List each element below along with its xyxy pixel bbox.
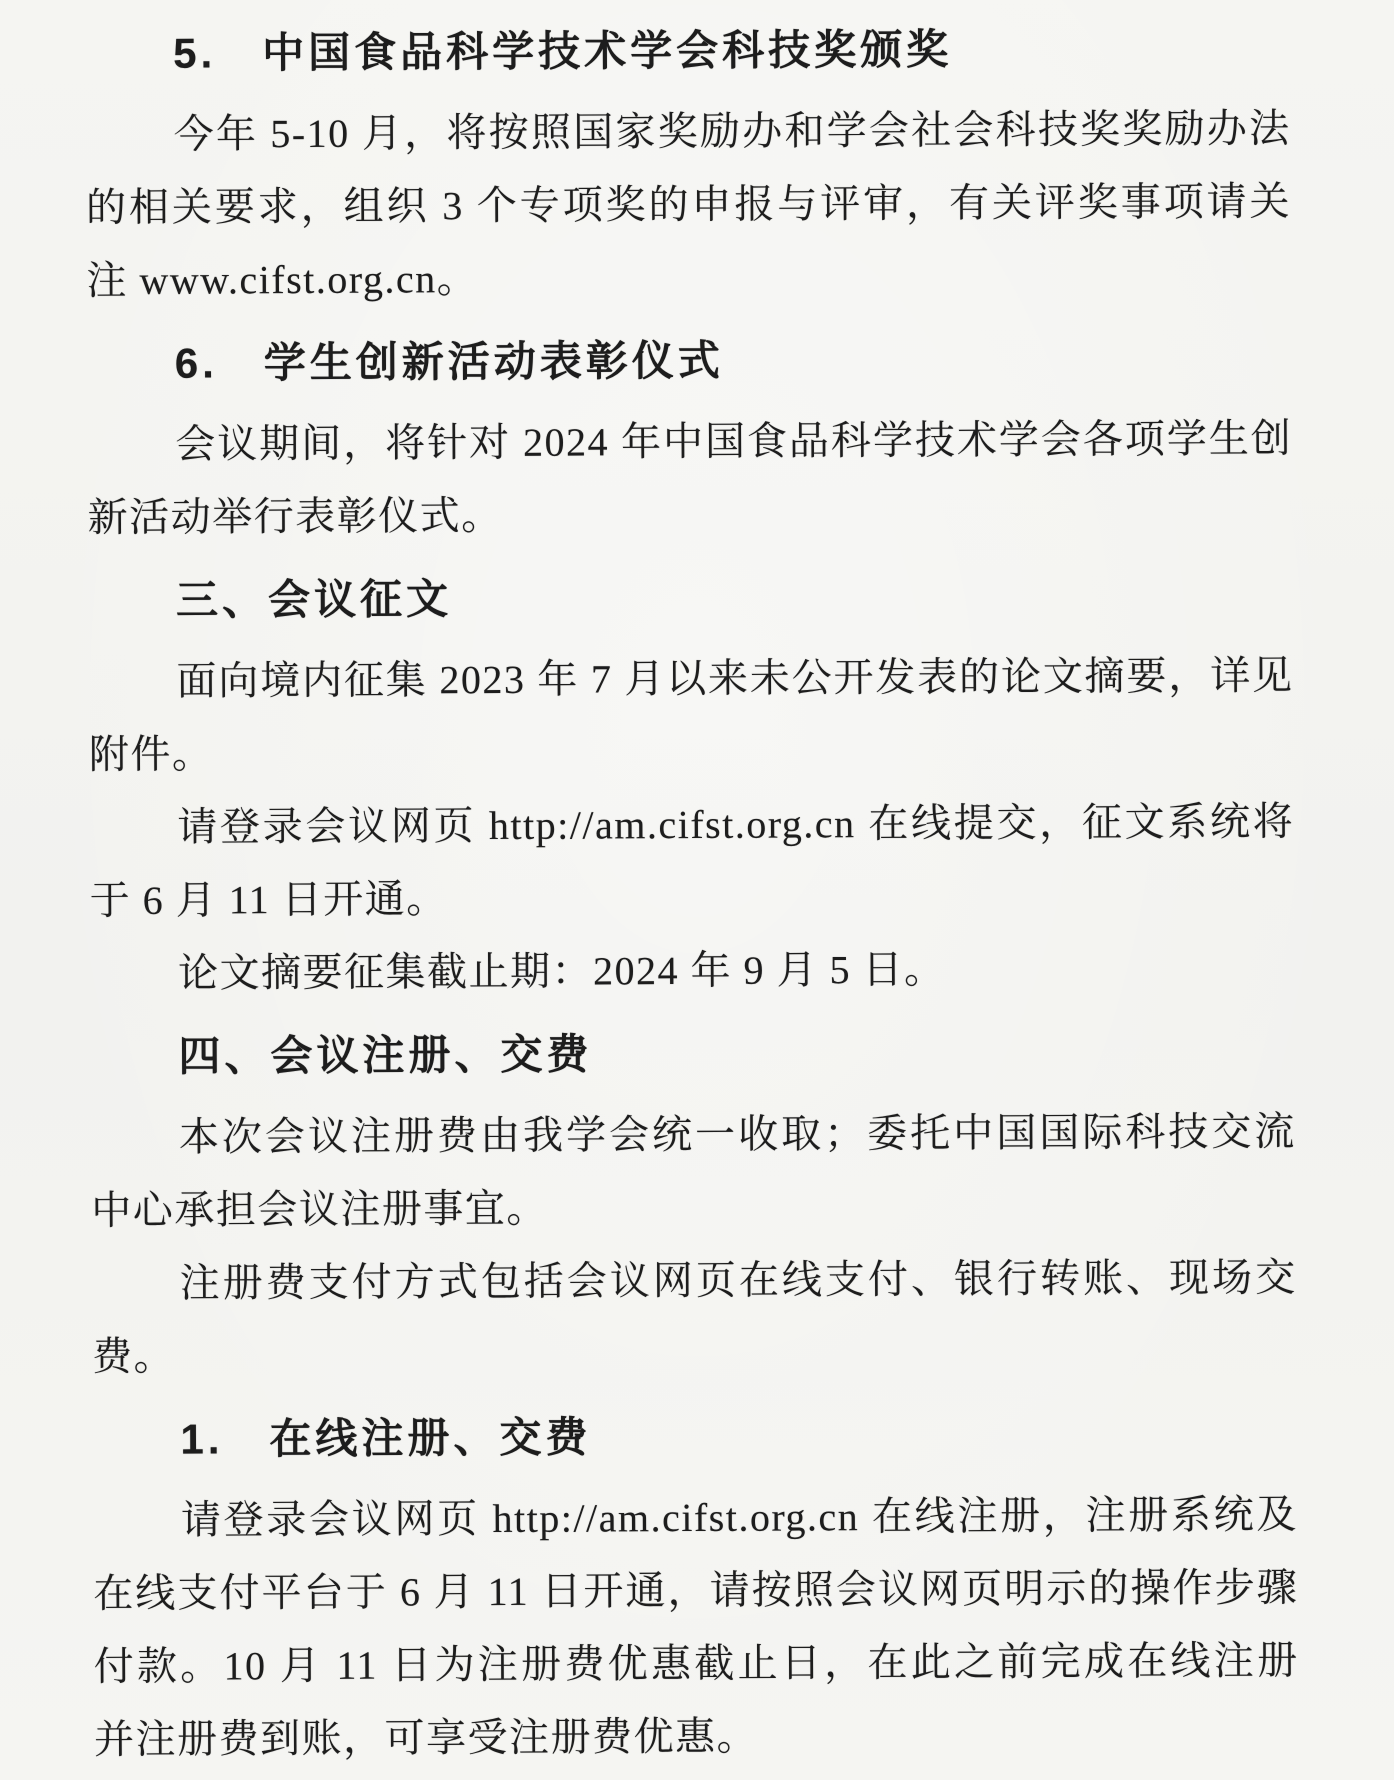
- para-cfp-deadline-line-1: 论文摘要征集截止期：2024 年 9 月 5 日。: [177, 946, 946, 996]
- para-cfp-submission-line-2: 于 6 月 11 日开通。: [89, 876, 448, 924]
- para-science-award-line-1: 今年 5-10 月，将按照国家奖励办和学会社会科技奖奖励办法: [173, 105, 1291, 157]
- para-payment-methods-line-1: 注册费支付方式包括会议网页在线支付、银行转账、现场交: [179, 1254, 1297, 1306]
- para-cfp-scope-line-2: 附件。: [88, 731, 214, 778]
- heading-section-3-call-for-papers: 三、会议征文: [175, 575, 453, 624]
- para-science-award-line-2: 的相关要求，组织 3 个专项奖的申报与评审，有关评奖事项请关: [85, 178, 1292, 231]
- heading-item-1-online-registration: 1. 在线注册、交费: [180, 1413, 592, 1463]
- heading-section-4-registration-payment: 四、会议注册、交费: [178, 1030, 593, 1080]
- para-registration-fee-collection-line-1: 本次会议注册费由我学会统一收取；委托中国国际科技交流: [178, 1108, 1296, 1160]
- para-cfp-submission-line-1: 请登录会议网页 http://am.cifst.org.cn 在线提交，征文系统将: [177, 798, 1295, 850]
- para-student-ceremony-line-1: 会议期间，将针对 2024 年中国食品科学技术学会各项学生创: [175, 415, 1293, 467]
- para-student-ceremony-line-2: 新活动举行表彰仪式。: [87, 492, 503, 541]
- para-online-registration-line-4: 并注册费到账，可享受注册费优惠。: [93, 1713, 759, 1763]
- document-content: [85, 11, 1299, 1776]
- para-payment-methods-line-2: 费。: [91, 1333, 176, 1380]
- heading-item-6-student-ceremony: 6. 学生创新活动表彰仪式: [174, 336, 724, 387]
- para-online-registration-line-2: 在线支付平台于 6 月 11 日开通，请按照会议网页明示的操作步骤: [93, 1564, 1299, 1617]
- para-online-registration-line-1: 请登录会议网页 http://am.cifst.org.cn 在线注册，注册系统及: [180, 1491, 1298, 1543]
- heading-item-5-award-ceremony: 5. 中国食品科学技术学会科技奖颁奖: [173, 25, 953, 77]
- para-cfp-scope-line-1: 面向境内征集 2023 年 7 月以来未公开发表的论文摘要，详见: [176, 652, 1294, 704]
- para-science-award-line-3: 注 www.cifst.org.cn。: [86, 256, 479, 304]
- para-registration-fee-collection-line-2: 中心承担会议注册事宜。: [91, 1185, 548, 1234]
- para-online-registration-line-3: 付款。10 月 11 日为注册费优惠截止日，在此之前完成在线注册: [93, 1637, 1299, 1690]
